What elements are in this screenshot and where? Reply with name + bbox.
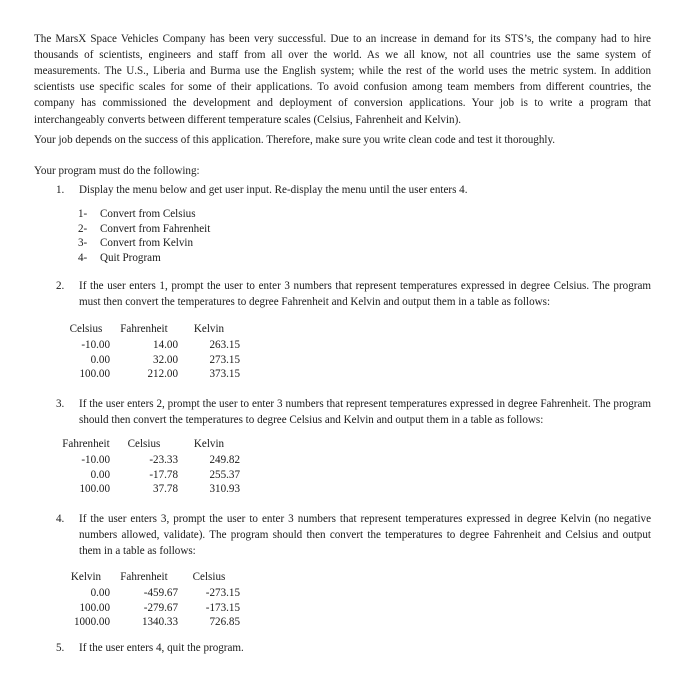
table-header-row bbox=[62, 437, 240, 453]
menu-option-list bbox=[78, 207, 210, 265]
column-header: Celsius bbox=[69, 323, 103, 335]
requirement-number: 2. bbox=[56, 280, 65, 292]
table-row bbox=[62, 482, 240, 496]
menu-option-key: 1- bbox=[78, 208, 88, 220]
table-row bbox=[62, 453, 240, 467]
table-cell: 100.00 bbox=[79, 601, 110, 614]
table-cell: 726.85 bbox=[209, 615, 240, 628]
requirement-number: 4. bbox=[56, 513, 65, 525]
table-cell: 1000.00 bbox=[73, 615, 110, 628]
kelvin-conversion-table bbox=[62, 570, 240, 629]
menu-option-label: Convert from Celsius bbox=[100, 208, 196, 220]
requirement-item-5 bbox=[34, 640, 651, 656]
menu-option-4 bbox=[78, 251, 210, 266]
table-cell: -173.15 bbox=[205, 601, 240, 614]
menu-option-1 bbox=[78, 207, 210, 222]
column-header: Celsius bbox=[192, 571, 226, 583]
job-depends-paragraph: Your job depends on the success of this application. Therefore, make sure you write clean code and test it thoroughly. bbox=[34, 134, 556, 147]
requirement-text: If the user enters 4, quit the program. bbox=[79, 642, 244, 654]
menu-option-key: 2- bbox=[78, 222, 88, 235]
table-row bbox=[62, 601, 240, 615]
table-cell: 37.78 bbox=[153, 482, 178, 495]
menu-option-label: Quit Program bbox=[100, 251, 161, 264]
column-header: Fahrenheit bbox=[120, 323, 168, 335]
table-cell: 0.00 bbox=[90, 587, 110, 600]
requirement-text: Display the menu below and get user input. Re-display the menu until the user enters 4. bbox=[79, 184, 468, 196]
menu-option-2 bbox=[78, 222, 210, 237]
requirements-heading: Your program must do the following: bbox=[34, 165, 200, 178]
table-cell: 0.00 bbox=[90, 353, 110, 366]
table-cell: -23.33 bbox=[149, 454, 178, 467]
requirement-item-4 bbox=[34, 511, 651, 559]
requirement-item-2 bbox=[34, 278, 651, 310]
table-header-row bbox=[62, 322, 240, 338]
table-cell: -279.67 bbox=[143, 601, 178, 614]
menu-option-label: Convert from Kelvin bbox=[100, 237, 194, 250]
column-header: Celsius bbox=[127, 438, 161, 450]
celsius-conversion-table bbox=[62, 322, 240, 381]
table-cell: 249.82 bbox=[209, 454, 240, 467]
table-cell: 310.93 bbox=[209, 482, 240, 495]
table-cell: 14.00 bbox=[153, 339, 178, 352]
table-cell: 212.00 bbox=[147, 367, 178, 380]
table-cell: -273.15 bbox=[205, 587, 240, 600]
requirement-text: If the user enters 2, prompt the user to enter 3 numbers that represent temperatures expressed in degree Fahrenheit. The program should then convert the temperatures to degree Celsius and Kelvin and output them in a table as follows: bbox=[79, 398, 651, 427]
table-cell: -17.78 bbox=[149, 468, 178, 481]
requirement-item-1 bbox=[34, 182, 651, 198]
intro-paragraph: The MarsX Space Vehicles Company has been very successful. Due to an increase in demand for its STS’s, the company had to hire thousands of scientists, engineers and staff from all over the world. As we all know, not all countries use the same system of measurements. The U.S., Liberia and Burma use the English system; while the rest of the world uses the metric system. In addition scientists use specific scales for some of their applications. To avoid confusion among team members from different countries, the company has commissioned the development and deployment of conversion applications. Your job is to write a program that interchangeably converts between different temperature scales (Celsius, Fahrenheit and Kelvin). bbox=[34, 33, 651, 126]
column-header: Fahrenheit bbox=[120, 571, 168, 583]
menu-option-label: Convert from Fahrenheit bbox=[100, 222, 211, 235]
table-cell: 263.15 bbox=[209, 339, 240, 352]
table-row bbox=[62, 367, 240, 381]
requirement-number: 3. bbox=[56, 398, 65, 410]
table-row bbox=[62, 615, 240, 629]
menu-option-3 bbox=[78, 236, 210, 251]
requirement-number: 1. bbox=[56, 184, 65, 196]
column-header: Kelvin bbox=[193, 438, 225, 450]
table-cell: 373.15 bbox=[209, 367, 240, 380]
table-cell: 100.00 bbox=[79, 482, 110, 495]
column-header: Kelvin bbox=[193, 323, 225, 335]
table-cell: 32.00 bbox=[153, 353, 178, 366]
column-header: Fahrenheit bbox=[62, 438, 110, 450]
table-row bbox=[62, 586, 240, 600]
menu-option-key: 3- bbox=[78, 237, 88, 250]
table-cell: -10.00 bbox=[81, 454, 110, 467]
requirement-text: If the user enters 3, prompt the user to enter 3 numbers that represent temperatures expressed in degree Kelvin (no negative numbers allowed, validate). The program should then convert the temperatures to degree Fahrenheit and Celsius and output them in a table as follows: bbox=[79, 513, 651, 558]
requirement-number: 5. bbox=[56, 642, 65, 654]
table-cell: 1340.33 bbox=[141, 615, 178, 628]
table-row bbox=[62, 353, 240, 367]
table-cell: 273.15 bbox=[209, 353, 240, 366]
fahrenheit-conversion-table bbox=[62, 437, 240, 496]
table-row bbox=[62, 468, 240, 482]
table-cell: -459.67 bbox=[143, 587, 178, 600]
column-header: Kelvin bbox=[70, 571, 102, 583]
table-cell: 0.00 bbox=[90, 468, 110, 481]
table-cell: -10.00 bbox=[81, 339, 110, 352]
table-cell: 255.37 bbox=[209, 468, 240, 481]
table-row bbox=[62, 338, 240, 352]
requirement-text: If the user enters 1, prompt the user to enter 3 numbers that represent temperatures expressed in degree Celsius. The program must then convert the temperatures to degree Fahrenheit and Kelvin and output them in a table as follows: bbox=[79, 280, 651, 309]
requirement-item-3 bbox=[34, 396, 651, 428]
menu-option-key: 4- bbox=[78, 251, 88, 264]
table-header-row bbox=[62, 570, 240, 586]
table-cell: 100.00 bbox=[79, 367, 110, 380]
